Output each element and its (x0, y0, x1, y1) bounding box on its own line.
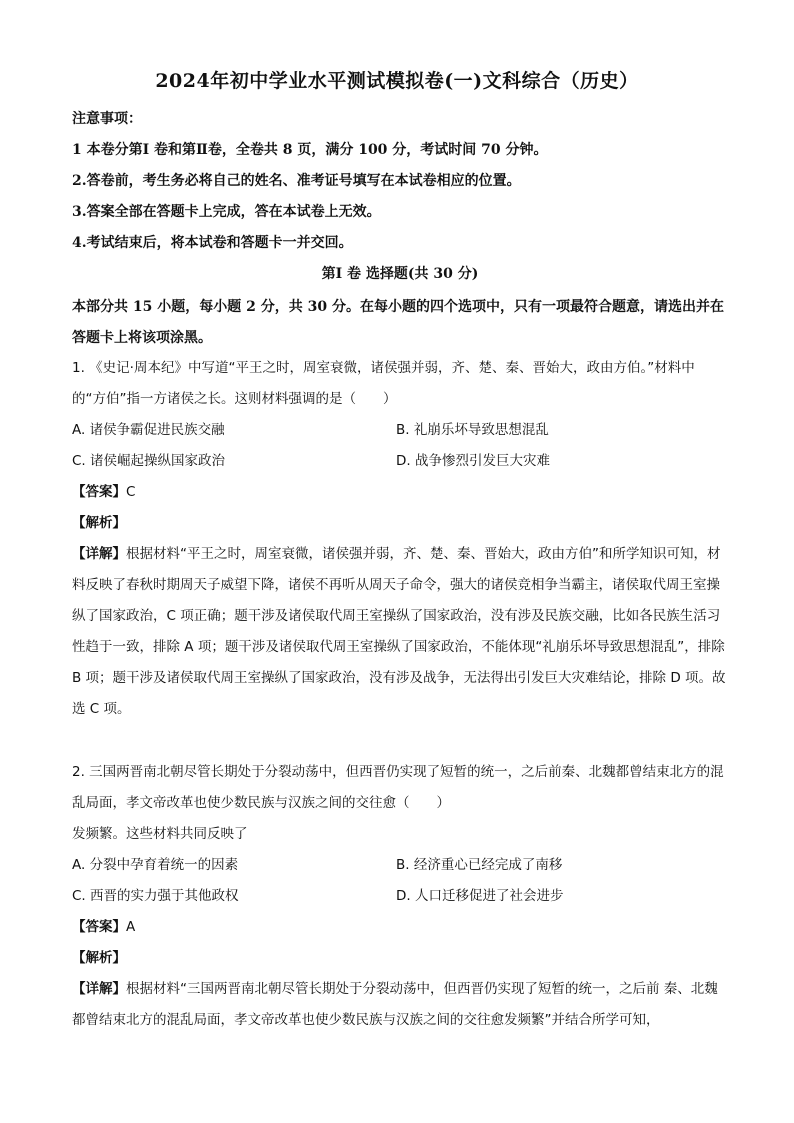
option-d: D. 人口迁移促进了社会进步 (396, 888, 564, 904)
option-b: B. 经济重心已经完成了南移 (396, 857, 563, 873)
question-stem: 2. 三国两晋南北朝尽管长期处于分裂动荡中，但西晋仍实现了短暂的统一，之后前秦、北魏都曾结束北方的混乱局面，孝文帝改革也使少数民族与汉族之间的交往愈（ ） (72, 764, 724, 811)
analysis-label: 【解析】 (72, 950, 126, 966)
option-a: A. 诸侯争霸促进民族交融 (72, 422, 225, 438)
section-instructions: 本部分共 15 小题，每小题 2 分，共 30 分。在每小题的四个选项中，只有一项最符合题意，请选出并在答题卡上将该项涂黑。 (72, 299, 724, 346)
answer-label: 【答案】 (72, 484, 126, 500)
section-instructions-block (72, 292, 728, 354)
notice-item-1: 1 本卷分第Ⅰ 卷和第Ⅱ卷，全卷共 8 页，满分 100 分，考试时间 70 分钟。 (72, 142, 548, 158)
detail-label: 【详解】 (72, 981, 126, 997)
question-options (72, 850, 728, 912)
question-stem-continued: 发频繁。这些材料共同反映了 (72, 826, 248, 842)
detail-paragraph (72, 539, 728, 725)
option-d: D. 战争惨烈引发巨大灾难 (396, 453, 550, 469)
detail-text: 根据材料“平王之时，周室衰微，诸侯强并弱，齐、楚、秦、晋始大，政由方伯”和所学知识可知，材料反映了春秋时期周天子威望下降，诸侯不再听从周天子命令，强大的诸侯竞相争当霸主，诸侯取代周王室操纵了国家政治，C 项正确；题干涉及诸侯取代周王室操纵了国家政治，没有涉及民族交融，比如各民族生活习性趋于一致，排除 A 项；题干涉及诸侯取代周王室操纵了国家政治，不能体现“礼崩乐坏导致思想混乱”，排除 B 项；题干涉及诸侯取代周王室操纵了国家政治，没有涉及战争，无法得出引发巨大灾难结论，排除 D 项。故选 C 项。 (72, 546, 726, 717)
question-options (72, 415, 728, 477)
option-b: B. 礼崩乐坏导致思想混乱 (396, 422, 549, 438)
exam-title: 2024年初中学业水平测试模拟卷(一)文科综合（历史） (155, 70, 639, 92)
option-a: A. 分裂中孕育着统一的因素 (72, 857, 239, 873)
question-2 (72, 757, 728, 1036)
analysis-line (72, 508, 728, 539)
question-stem: 1. 《史记·周本纪》中写道“平王之时，周室衰微，诸侯强并弱，齐、楚、秦、晋始大，政由方伯。”材料中的“方伯”指一方诸侯之长。这则材料强调的是（ ） (72, 360, 695, 407)
section-heading: 第Ⅰ 卷 选择题(共 30 分) (321, 266, 479, 282)
answer-line (72, 477, 728, 508)
detail-text: 根据材料“三国两晋南北朝尽管长期处于分裂动荡中，但西晋仍实现了短暂的统一，之后前 秦、北魏都曾结束北方的混乱局面，孝文帝改革也使少数民族与汉族之间的交往愈发频繁”并结合所学可知， (72, 981, 718, 1028)
question-1 (72, 353, 728, 725)
answer-value: C (126, 484, 136, 500)
detail-label: 【详解】 (72, 546, 126, 562)
option-c: C. 西晋的实力强于其他政权 (72, 888, 239, 904)
option-c: C. 诸侯崛起操纵国家政治 (72, 453, 226, 469)
analysis-label: 【解析】 (72, 515, 126, 531)
answer-label: 【答案】 (72, 919, 126, 935)
notice-item-4: 4.考试结束后，将本试卷和答题卡一并交回。 (72, 235, 353, 251)
notice-section (72, 104, 728, 259)
notice-item-2: 2.答卷前，考生务必将自己的姓名、准考证号填写在本试卷相应的位置。 (72, 173, 521, 189)
analysis-line (72, 943, 728, 974)
section-header (72, 263, 728, 283)
answer-value: A (126, 919, 136, 935)
notice-item-3: 3.答案全部在答题卡上完成，答在本试卷上无效。 (72, 204, 381, 220)
answer-line (72, 912, 728, 943)
notice-heading: 注意事项： (72, 111, 142, 127)
detail-paragraph (72, 974, 728, 1036)
